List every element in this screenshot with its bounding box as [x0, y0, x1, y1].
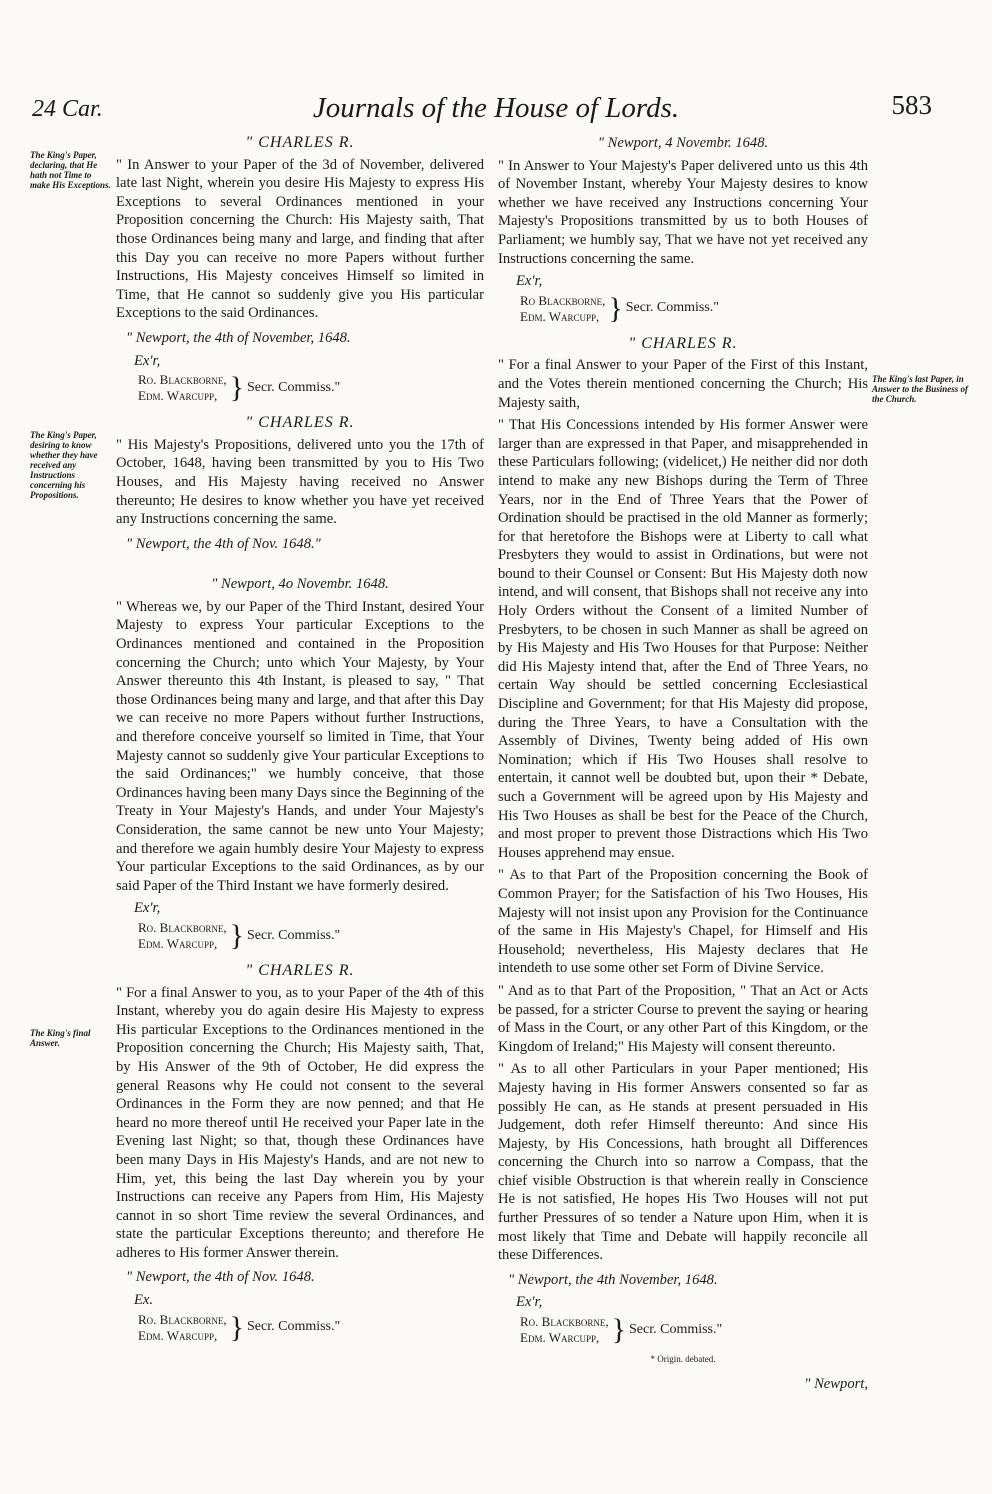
- brace-icon: }: [229, 371, 244, 405]
- paragraph: " In Answer to your Paper of the 3d of November, delivered late last Night, wherein you desire His Majesty to express His Exceptions to several Ordinances mentioned in your Proposition concerning the Church: His Majesty saith, That those Ordinances being many and large, and finding that after this Day you can receive no more Papers without further Instructions, His Majesty conceives Himself so limited in Time, that He cannot so suddenly give you His particular Exceptions to the said Ordinances.: [116, 156, 484, 322]
- document-6: [498, 335, 868, 1393]
- page-number: 583: [891, 90, 932, 120]
- document-5: [498, 134, 868, 325]
- paragraph: " And as to that Part of the Proposition, " That an Act or Acts be passed, for a stricter Course to prevent the saying or hearing of Mass in the Court, or any other Part of this Kingdom, or the Kingdom of Ireland;" His Majesty will consent thereunto.: [498, 982, 868, 1055]
- signatory-1: Ro. Blackborne,: [138, 372, 227, 388]
- margin-note-2: The King's Paper, desiring to know whether they have received any Instructions concerning his Propositions.: [30, 430, 98, 500]
- paragraph: " Whereas we, by our Paper of the Third Instant, desired Your Majesty to express Your particular Exceptions to the Ordinances mentioned and contained in the Proposition concerning the Church; unto which Your Majesty, by Your Answer thereunto this 4th Instant, is pleased to say, " That those Ordinances being many and large, and that after this Day we can receive no more Papers without further Instructions, and therefore conceive yourself so limited in Time, that Your Majesty cannot so suddenly give Your particular Exceptions to the said Ordinances;" we humbly conceive, that those Ordinances having been many Days since the Beginning of the Treaty in Your Majesty's Hands, and under Your Majesty's Consideration, the same cannot be new unto Your Majesty; and therefore we again humbly desire Your Majesty to express Your particular Exceptions to the said Ordinances, as by our said Paper of the Third Instant we have formerly desired.: [116, 598, 484, 894]
- signature-block: [138, 920, 484, 952]
- page-header: [0, 66, 992, 126]
- signature-block: [520, 1314, 868, 1346]
- date-line: " Newport, the 4th of November, 1648.: [126, 329, 351, 346]
- ex-label: Ex'r,: [516, 273, 543, 290]
- signatory-2: Edm. Warcupp,: [520, 308, 600, 324]
- header-left: 24 Car.: [32, 96, 103, 122]
- signatory-2: Edm. Warcupp,: [138, 388, 218, 404]
- footnote: * Origin. debated.: [650, 1354, 716, 1365]
- signature-block: [138, 1312, 484, 1344]
- brace-icon: }: [611, 1313, 626, 1347]
- secretary-title: Secr. Commiss.": [625, 300, 719, 316]
- heading: " CHARLES R.: [628, 334, 738, 352]
- signature-block: [138, 372, 484, 404]
- paragraph: " That His Concessions intended by His former Answer were larger than are expressed in that Paper, and misapprehended in these Particulars following; (videlicet,) He neither did nor doth intend to make any new Bishops during the Term of Three Years, nor in the End of Three Years that the Power of Ordination should be practised in the old Manner as formerly; for that heretofore the Bishops were at Liberty to call what Presbyters they would to assist in Ordinations, but were not bound to their Counsel or Consent: But His Majesty doth now intend, and will consent, that Bishops shall not receive any into Holy Orders without the Consent of a limited Number of Presbyters, to be chosen in such Manner as shall be agreed on by His Majesty and His Two Houses for that Purpose: Neither did His Majesty intend that, after the End of Three Years, no certain Way should be settled concerning Ecclesiastical Discipline and Government; for that His Majesty did propose, during the Three Years, to have a Consultation with the Assembly of Divines, Twenty being added of His own Nomination; which if His Two Houses shall resolve to entertain, it cannot well be doubted but, upon their * Debate, such a Government will be agreed upon by His Majesty and His Two Houses as shall be best for the Peace of the Church, and most proper to prevent those Distractions which His Two Houses apprehend may ensue.: [498, 417, 868, 861]
- date-line: " Newport, the 4th November, 1648.: [508, 1271, 718, 1288]
- paragraph: " As to all other Particulars in your Paper mentioned; His Majesty having in His former Answers consented so far as possibly He can, as He stands at present persuaded in His Judgement, doth refer Himself thereunto: And since His Majesty, by His Concessions, hath brought all Differences concerning the Church into so narrow a Compass, that the chief visible Obstruction is that wherein really in Conscience He is not satisfied, He hopes His Two Houses will not put further Pressures of so tender a Nature upon Him, when it is most likely that Time and Debate will happily reconcile all these Differences.: [498, 1061, 868, 1264]
- signatory-1: Ro. Blackborne,: [138, 919, 227, 935]
- date-heading: " Newport, 4 Novembr. 1648.: [597, 135, 769, 151]
- heading: " CHARLES R.: [245, 414, 355, 432]
- document-2: [116, 414, 484, 553]
- signatory-1: Ro. Blackborne,: [138, 1311, 227, 1327]
- secretary-title: Secr. Commiss.": [247, 927, 341, 943]
- header-title: Journals of the House of Lords.: [312, 92, 680, 124]
- paragraph: " As to that Part of the Proposition concerning the Book of Common Prayer; for the Satisfaction of his Two Houses, His Majesty will not insist upon any Provision for the Continuance of the same in His Majesty's Chapel, for Himself and His Household; nevertheless, His Majesty declares that He intendeth to use some other set Form of Divine Service.: [498, 867, 868, 977]
- document-1: [116, 134, 484, 404]
- heading: " CHARLES R.: [245, 134, 355, 151]
- signatory-1: Ro. Blackborne,: [520, 1314, 609, 1330]
- signatory-1: Ro Blackborne,: [520, 292, 606, 308]
- secretary-title: Secr. Commiss.": [247, 379, 341, 395]
- secretary-title: Secr. Commiss.": [629, 1321, 723, 1337]
- margin-note-3: The King's final Answer.: [30, 1028, 91, 1048]
- ex-label: Ex.: [134, 1292, 154, 1309]
- signatory-2: Edm. Warcupp,: [138, 935, 218, 951]
- document-4: [116, 962, 484, 1344]
- ex-label: Ex'r,: [134, 352, 161, 369]
- date-line: " Newport, the 4th of Nov. 1648.": [126, 535, 321, 552]
- paragraph: " His Majesty's Propositions, delivered unto you the 17th of October, 1648, having been transmitted by you to His Two Houses, and His Majesty having received no Answer thereunto; He desires to know whether you have yet received any Instructions concerning the same.: [116, 436, 484, 528]
- brace-icon: }: [229, 1310, 244, 1344]
- ex-label: Ex'r,: [134, 900, 161, 917]
- signatory-2: Edm. Warcupp,: [138, 1327, 218, 1343]
- margin-note-1: The King's Paper, declaring, that He hath not Time to make His Exceptions.: [30, 150, 111, 190]
- signature-block: [520, 293, 868, 325]
- brace-icon: }: [229, 918, 244, 952]
- heading: " CHARLES R.: [245, 961, 355, 979]
- paragraph: " In Answer to Your Majesty's Paper delivered unto us this 4th of November Instant, whereby Your Majesty desires to know whether we have received any Instructions concerning Your Majesty's Propositions transmitted by us to both Houses of Parliament; we humbly say, That we have not yet received any Instructions concerning the same.: [498, 157, 868, 267]
- brace-icon: }: [608, 291, 623, 325]
- secretary-title: Secr. Commiss.": [247, 1319, 341, 1335]
- date-line: " Newport, the 4th of Nov. 1648.: [126, 1269, 315, 1286]
- document-3: [116, 575, 484, 952]
- paragraph: " For a final Answer to you, as to your Paper of the 4th of this Instant, whereby you do again desire His Majesty to express His particular Exceptions to the Ordinances mentioned in the Proposition concerning the Church; His Majesty saith, That, by His Answer of the 9th of October, He did express the general Reasons why He could not consent to the several Ordinances in the Form they are now penned; and that He heard no more thereof until He received your Paper late in the Evening last Night; so that, though these Ordinances have been many Days in His Majesty's Hands, and are not new to Him, yet, this being the last Day wherein you by your Instructions can receive any Papers from Him, His Majesty cannot in so short Time review the several Ordinances, and state the particular Exceptions thereunto; and therefore He adheres to His former Answer therein.: [116, 984, 484, 1261]
- signatory-2: Edm. Warcupp,: [520, 1330, 600, 1346]
- catchword: " Newport,: [804, 1375, 868, 1392]
- date-heading: " Newport, 4o Novembr. 1648.: [211, 576, 389, 593]
- ex-label: Ex'r,: [516, 1294, 543, 1311]
- right-column: [498, 132, 868, 1401]
- margin-note-4: The King's last Paper, in Answer to the Business of the Church.: [872, 374, 969, 404]
- paragraph: " For a final Answer to your Paper of the First of this Instant, and the Votes therein mentioned concerning the Church; His Majesty saith,: [498, 357, 868, 411]
- left-column: [116, 132, 484, 1354]
